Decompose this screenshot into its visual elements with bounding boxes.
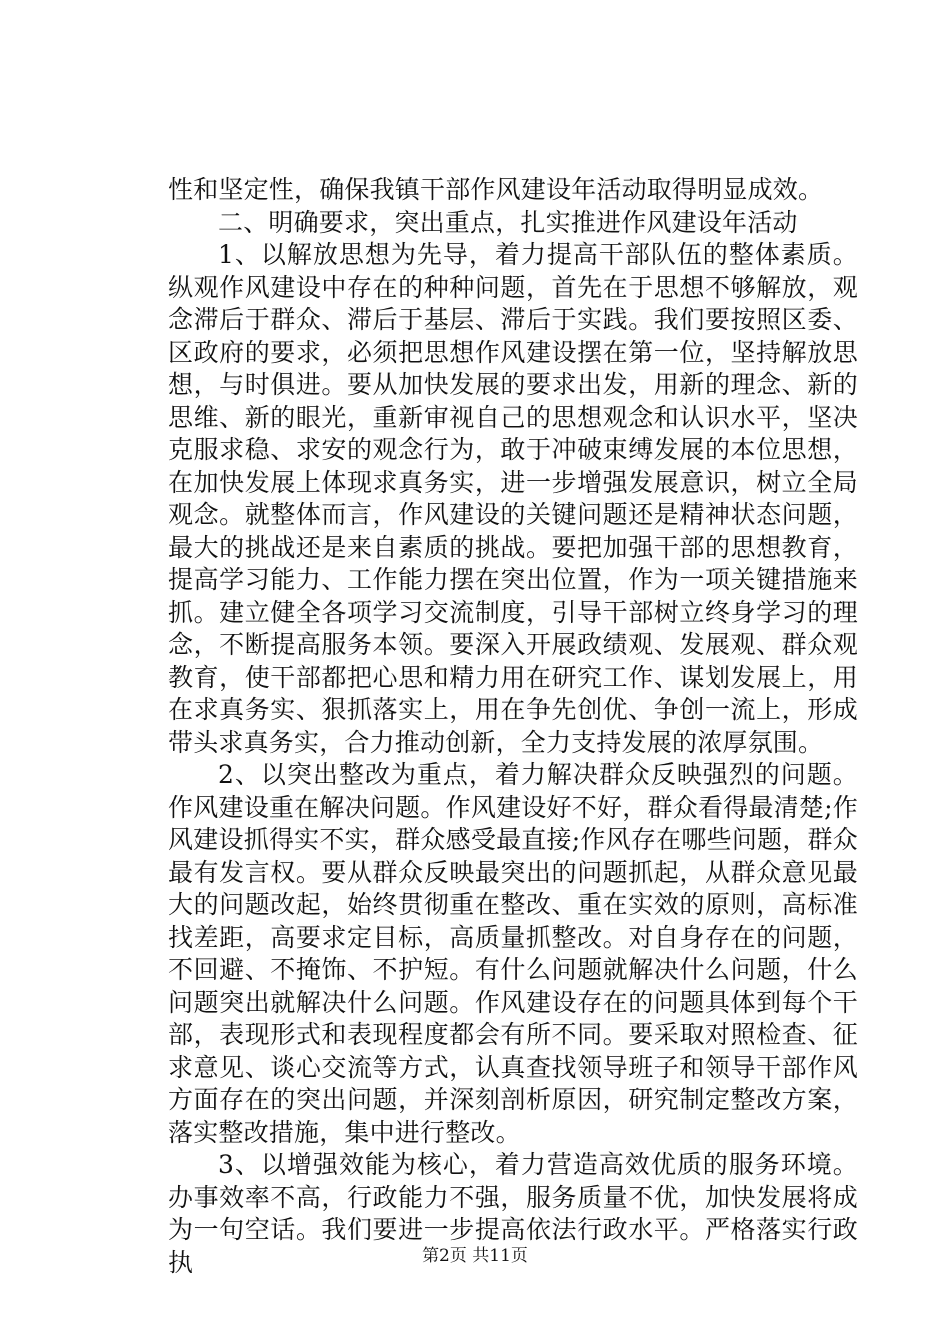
document-body bbox=[168, 174, 858, 1279]
paragraph-continuation: 性和坚定性，确保我镇干部作风建设年活动取得明显成效。 bbox=[168, 175, 824, 204]
section-heading: 二、明确要求，突出重点，扎实推进作风建设年活动 bbox=[218, 207, 798, 237]
paragraph-item-2: 2、以突出整改为重点，着力解决群众反映强烈的问题。作风建设重在解决问题。作风建设好不好，群众看得最清楚;作风建设抓得实不实，群众感受最直接;作风存在哪些问题，群众最有发言权。要从群众反映最突出的问题抓起，从群众意见最大的问题改起，始终贯彻重在整改、重在实效的原则，高标准找差距，高要求定目标，高质量抓整改。对自身存在的问题，不回避、不掩饰、不护短。有什么问题就解决什么问题，什么问题突出就解决什么问题。作风建设存在的问题具体到每个干部，表现形式和表现程度都会有所不同。要采取对照检查、征求意见、谈心交流等方式，认真查找领导班子和领导干部作风方面存在的突出问题，并深刻剖析原因，研究制定整改方案，落实整改措施，集中进行整改。 bbox=[168, 760, 858, 1147]
paragraph-item-1: 1、以解放思想为先导，着力提高干部队伍的整体素质。纵观作风建设中存在的种种问题，首先在于思想不够解放，观念滞后于群众、滞后于基层、滞后于实践。我们要按照区委、区政府的要求，必须把思想作风建设摆在第一位，坚持解放思想，与时俱进。要从加快发展的要求出发，用新的理念、新的思维、新的眼光，重新审视自己的思想观念和认识水平，坚决克服求稳、求安的观念行为，敢于冲破束缚发展的本位思想，在加快发展上体现求真务实，进一步增强发展意识，树立全局观念。就整体而言，作风建设的关键问题还是精神状态问题，最大的挑战还是来自素质的挑战。要把加强干部的思想教育，提高学习能力、工作能力摆在突出位置，作为一项关键措施来抓。建立健全各项学习交流制度，引导干部树立终身学习的理念，不断提高服务本领。要深入开展政绩观、发展观、群众观教育，使干部都把心思和精力用在研究工作、谋划发展上，用在求真务实、狠抓落实上，用在争先创优、争创一流上，形成带头求真务实，合力推动创新，全力支持发展的浓厚氛围。 bbox=[168, 240, 858, 757]
paragraph-item-3: 3、以增强效能为核心，着力营造高效优质的服务环境。办事效率不高，行政能力不强，服务质量不优，加快发展将成为一句空话。我们要进一步提高依法行政水平。严格落实行政执 bbox=[168, 1150, 858, 1277]
page-number-footer: 第2页 共11页 bbox=[422, 1246, 528, 1266]
